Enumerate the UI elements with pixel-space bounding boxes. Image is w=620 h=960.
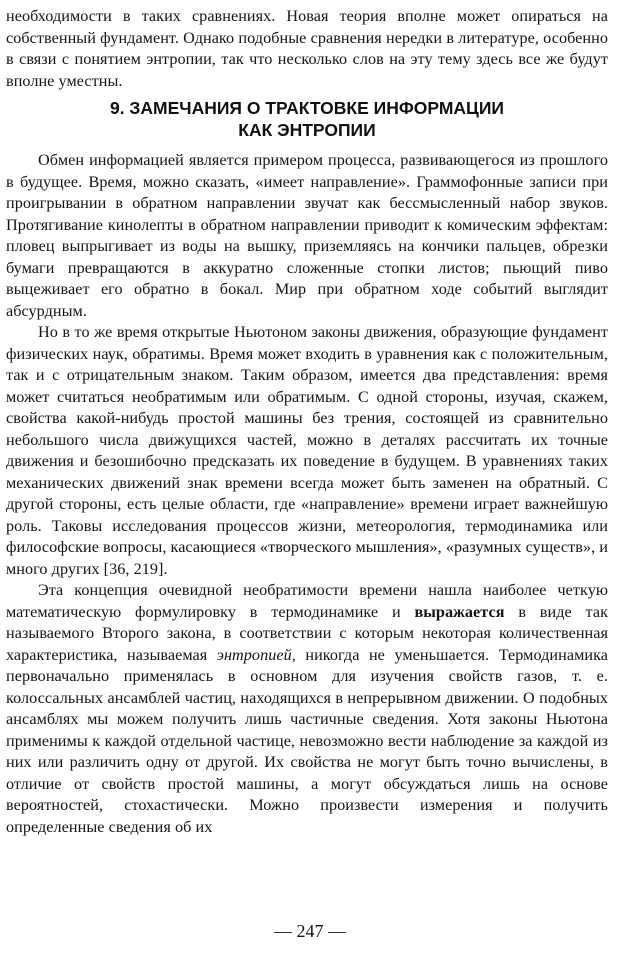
paragraph-time-direction: Обмен информацией является примером процесса, развивающегося из прошлого в будущее. Время, можно сказать, «имеет направление». Граммофонные записи при проигрывании в обратном направлении звучат как бессмысленный набор звуков. Протягивание кинолепты в обратном направлении приводит к комическим эффектам: пловец выпрыгивает из воды на вышку, приземляясь на кончики пальцев, обрезки бумаги превращаются в аккуратно сложенные стопки листов; пьющий пиво выцеживает его обратно в бокал. Мир при обратном ходе событий выглядит абсурдным. [6,151,608,320]
paragraph-newton-laws: Но в то же время открытые Ньютоном законы движения, образующие фундамент физических наук, обратимы. Время может входить в уравнения как с положительным, так и с отрицательным знаком. Таким образом, имеется два представления: время может считаться необратимым или обратимым. С одной стороны, изучая, скажем, свойства какой-нибудь простой машины без трения, состоящей из сравнительно небольшого числа движущихся частей, можно в деталях рассчитать их точные движения и безошибочно предсказать их поведение в будущем. В уравнениях таких механических движений знак времени всегда может быть заменен на обратный. С другой стороны, есть целые области, где «направление» времени играет важнейшую роль. Таковы исследования процессов жизни, метеорология, термодинамика или философские вопросы, касающиеся «творческого мышления», «разумных существ», и много других [36, 219]. [6,323,608,578]
thermodynamics-text-part-3: никогда не уменьшается. Термодинамика первоначально применялась в основном для изучения свойств газов, т. е. колоссальных ансамблей частиц, находящихся в непрерывном движении. О подобных ансамблях мы можем получить лишь частичные сведения. Хотя законы Ньютона применимы к каждой отдельной частице, невозможно вести наблюдение за каждой из них или различить одну от другой. Их свойства не могут быть точно вычислены, в отличие от свойств простой машины, а могут обсуждаться лишь на основе вероятностей, стохастически. Можно произвести измерения и получить определенные сведения об их [6,645,608,836]
italic-term-entropy: энтропией, [216,645,296,664]
thermodynamics-text-part-1: Эта концепция очевидной необратимости времени нашла наиболее четкую математическую формулировку в термодинамике и [6,581,608,621]
section-heading [6,97,608,141]
section-heading-line-2: КАК ЭНТРОПИИ [238,120,376,140]
emphasized-word: выражается [414,602,505,621]
section-heading-line-1: 9. ЗАМЕЧАНИЯ О ТРАКТОВКЕ ИНФОРМАЦИИ [109,98,505,118]
paragraph-thermodynamics [6,580,608,838]
thermodynamics-text-part-2: в виде так называемого Второго закона, в соответствии с которым некоторая количественная характеристика, называемая [6,602,608,664]
page-number: — 247 — [274,921,346,941]
opening-paragraph: необходимости в таких сравнениях. Новая теория вполне может опираться на собственный фундамент. Однако подобные сравнения нередки в литературе, особенно в связи с понятием энтропии, так что несколько слов на эту тему здесь все же будут вполне уместны. [6,7,608,90]
